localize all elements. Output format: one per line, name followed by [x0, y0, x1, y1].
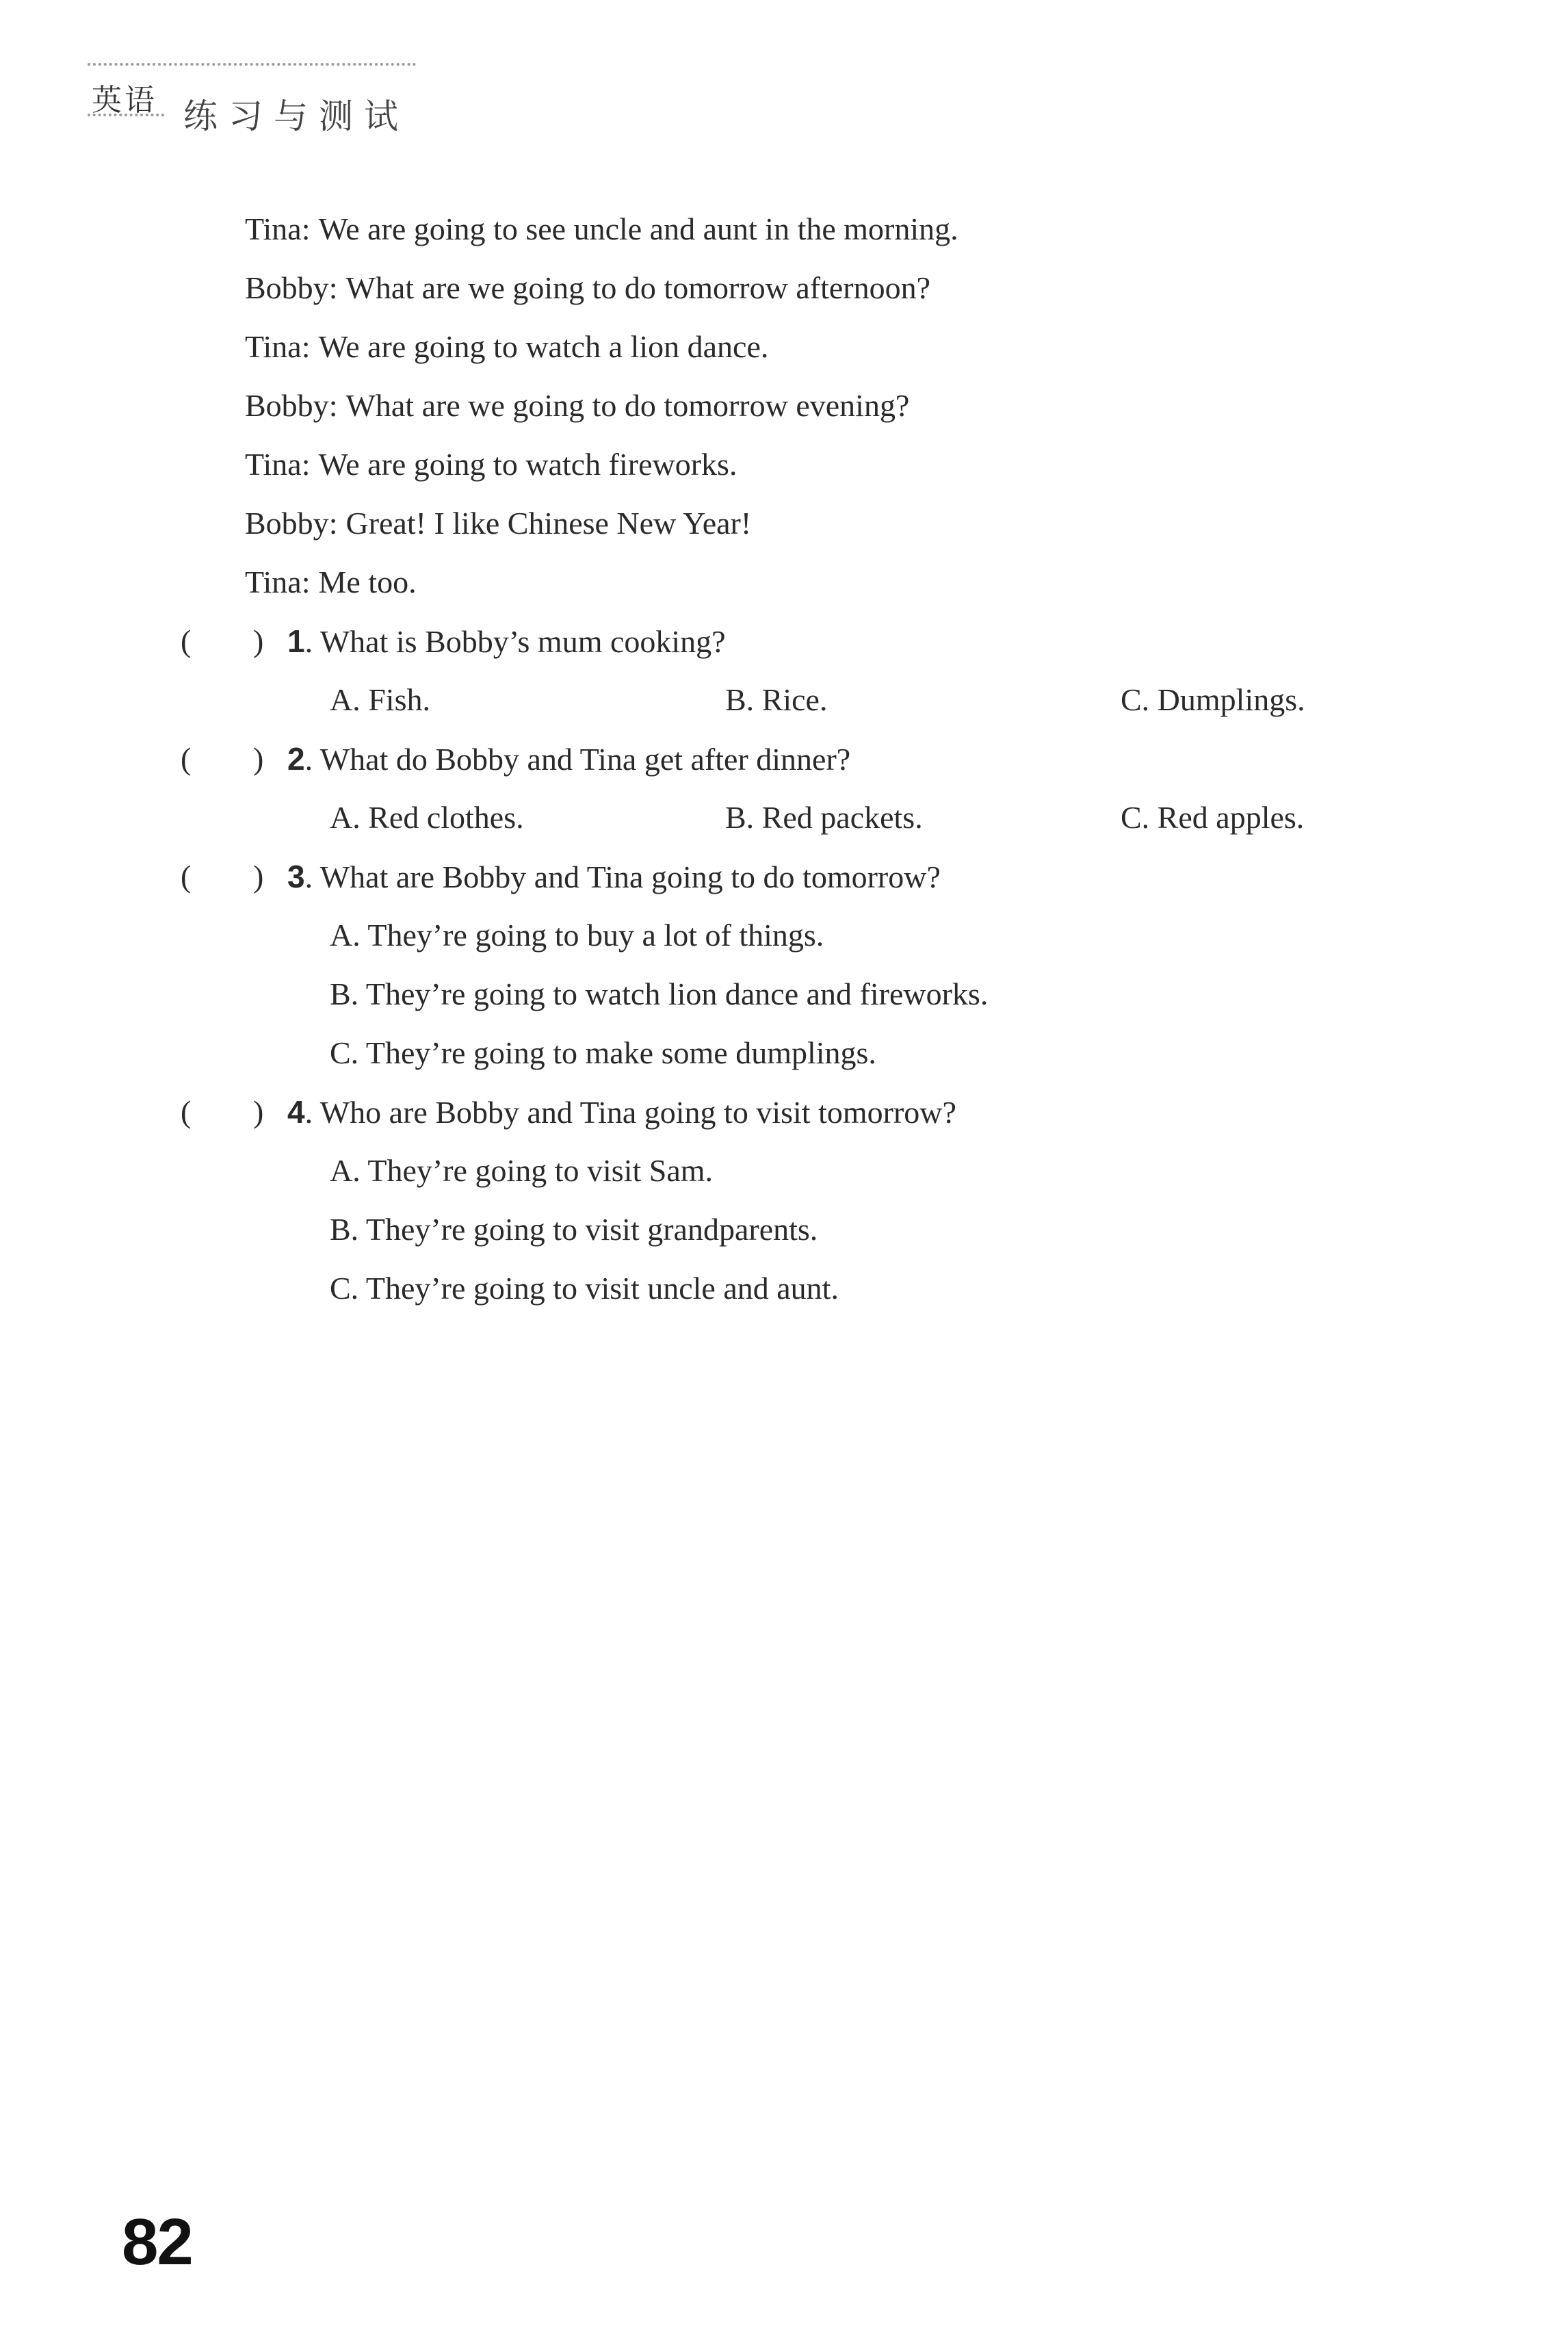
speaker-colon: :	[301, 447, 311, 482]
speaker-colon: :	[301, 565, 311, 599]
dialogue-text: Me too.	[318, 565, 417, 599]
speaker-colon: :	[301, 211, 311, 246]
header-dotted-rule-bottom	[88, 114, 164, 116]
speaker-name: Tina	[245, 447, 302, 482]
option-a: A. Red clothes.	[330, 800, 524, 835]
dialogue-line	[245, 390, 909, 422]
option-c: C. They’re going to visit uncle and aunt.	[330, 1271, 839, 1306]
header-subject: 英语	[92, 83, 157, 118]
speaker-name: Tina	[245, 211, 302, 246]
option-c: C. Dumplings.	[1121, 682, 1305, 717]
option-b: B. They’re going to watch lion dance and fireworks.	[330, 976, 989, 1011]
question-stem	[287, 1096, 956, 1128]
question-text: . What is Bobby’s mum cooking?	[304, 624, 726, 659]
answer-blank-close: )	[253, 623, 264, 658]
dialogue-line	[245, 567, 417, 598]
speaker-name: Bobby	[245, 506, 329, 541]
answer-blank-open[interactable]: (	[181, 623, 192, 658]
answer-blank-open[interactable]: (	[181, 1094, 192, 1129]
question-number: 4	[287, 1094, 305, 1130]
option-a: A. Fish.	[330, 682, 430, 717]
answer-blank-close: )	[253, 741, 264, 776]
speaker-name: Tina	[245, 329, 302, 364]
option-b: B. Rice.	[725, 682, 828, 717]
dialogue-text: We are going to watch a lion dance.	[318, 329, 769, 364]
question-stem	[287, 861, 941, 893]
speaker-name: Bobby	[245, 388, 329, 423]
question-number: 3	[287, 859, 305, 894]
dialogue-line	[245, 449, 737, 480]
dialogue-text: Great! I like Chinese New Year!	[345, 506, 752, 541]
header-dotted-rule-top	[88, 63, 416, 66]
speaker-colon: :	[328, 388, 338, 423]
answer-blank-close: )	[253, 1094, 264, 1129]
option-b: B. Red packets.	[725, 800, 923, 835]
dialogue-text: We are going to watch fireworks.	[318, 447, 737, 482]
answer-blank-open[interactable]: (	[181, 741, 192, 776]
dialogue-text: We are going to see uncle and aunt in the morning.	[318, 211, 958, 246]
dialogue-text: What are we going to do tomorrow evening?	[345, 388, 910, 423]
dialogue-line	[245, 331, 768, 363]
speaker-colon: :	[301, 329, 311, 364]
option-a: A. They’re going to visit Sam.	[330, 1153, 714, 1188]
question-stem	[287, 625, 726, 658]
question-text: . What are Bobby and Tina going to do tomorrow?	[304, 859, 941, 894]
question-number: 1	[287, 623, 305, 659]
page-header	[88, 63, 416, 136]
page-number: 82	[122, 2205, 192, 2279]
speaker-name: Bobby	[245, 270, 329, 305]
dialogue-text: What are we going to do tomorrow afternoon?	[345, 270, 931, 305]
header-series-title: 练习与测试	[183, 96, 409, 136]
speaker-colon: :	[328, 270, 338, 305]
question-text: . What do Bobby and Tina get after dinner?	[304, 742, 851, 777]
option-c: C. They’re going to make some dumplings.	[330, 1035, 876, 1070]
question-stem	[287, 743, 850, 775]
answer-blank-open[interactable]: (	[181, 859, 192, 894]
question-text: . Who are Bobby and Tina going to visit tomorrow?	[304, 1095, 956, 1130]
dialogue-line	[245, 508, 751, 539]
option-c: C. Red apples.	[1121, 800, 1305, 835]
dialogue-line	[245, 272, 930, 304]
answer-blank-close: )	[253, 859, 264, 894]
dialogue-line	[245, 213, 958, 245]
speaker-colon: :	[328, 506, 338, 541]
question-number: 2	[287, 741, 305, 777]
option-a: A. They’re going to buy a lot of things.	[330, 918, 824, 953]
speaker-name: Tina	[245, 565, 302, 599]
option-b: B. They’re going to visit grandparents.	[330, 1212, 818, 1247]
